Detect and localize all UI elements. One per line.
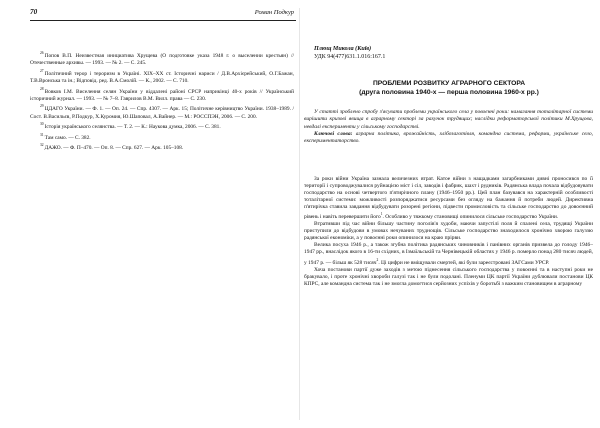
footnote <box>30 86 294 104</box>
paragraph-tail: . Особливо у тяжкому становищі опинилося сільське господарство України. <box>382 214 559 221</box>
footnote-ref: 1 <box>380 212 383 217</box>
footnote-text: Попов В.П. Неизвестная инициатива Хрущева (О подготовке указа 1948 г. о выселении крестьян) // Отечественные архивы. — 1993. — № 2. — С. 245. <box>30 53 294 67</box>
footnote <box>30 132 294 142</box>
footnote <box>30 50 294 68</box>
footnotes <box>30 50 294 153</box>
footnote <box>30 103 294 121</box>
right-page <box>304 8 594 423</box>
paragraph-tail: . Ці цифри не вміщували смертей, які були зареєстровані ЗАГСами УРСР. <box>378 259 550 266</box>
title-line-2: (друга половина 1940-х — перша половина 1960-х рр.) <box>359 88 539 96</box>
article-abstract <box>304 109 593 145</box>
keywords-label: Ключові слова: <box>314 130 353 137</box>
footnote-number: 27 <box>40 68 44 73</box>
page-number: 70 <box>30 8 38 16</box>
keywords-text: аграрна політика, врожайність, хлібозаготівля, командна система, реформи, українське село, експериментаторство. <box>304 130 593 145</box>
footnote <box>30 142 294 152</box>
keywords <box>304 131 593 146</box>
udk-code: УДК 94(477)631.1.016:167.1 <box>314 54 386 60</box>
paragraph-text: Велика посуха 1946 р., а також згубна політика радянських чиновників і панівних органів призвела до голоду 1946–1947 рр., внаслідок якого в 16-ти східних, в Ізмаїльській та Чернівецькій областях у 1946 р. померло понад 280 тисяч людей, у 1947 р. — більш як 528 тисяч <box>304 242 593 266</box>
footnote-number: 29 <box>40 104 44 109</box>
body-paragraph <box>304 176 593 221</box>
footnote-number: 31 <box>40 132 44 137</box>
left-page <box>30 8 296 423</box>
article-title <box>304 80 594 97</box>
footnote-number: 32 <box>40 143 44 148</box>
paragraph-text: Хоча постанови партії дуже заходів з метою піднесення сільського господарства у повоєнні та в наступні роки не бракувало, і проте хронічні хвороби галузі так і не були подолані. Пленуми ЦК партії України дублювали постанови ЦК КПРС, але командна система так і не змогла домогтися серйозних успіхів у боротьбі з важким становищем в аграрному <box>304 266 593 287</box>
title-line-1: ПРОБЛЕМИ РОЗВИТКУ АГРАРНОГО СЕКТОРА <box>372 80 526 87</box>
footnote-text: Політичний терор і тероризм в Україні. ХІХ–ХХ ст. Історичні нариси / Д.В.Архієрейський, О.Г.Бажан, Т.В.Вронська та ін.; Відповід. ред. В.А.Смолій. — К., 2002. — С. 710. <box>30 70 294 85</box>
body-paragraph <box>304 221 593 242</box>
paragraph-text: За роки війни Україна зазнала величезних втрат. Катое війни з нащадками загарбниками дивні проносився по її території і супроводжувалися руйнацією міст і сіл, заводів і фабрик, шахт і рудників. Радянська влада почала відбудовувати господарство на основі четвертого п'ятирічного плану (1946–1950 рр.). Цей план базувався на характерній особливості тоталітарної системи: можливості розпоряджатися ресурсами без огляду на бажання й потреби людей. Директивна п'ятирічка ставила завдання відбудувати розорені регіони, підвести промисловість та сільське господарство до довоєнний рівень і навіть перевершити його <box>304 176 593 221</box>
article-body <box>304 176 593 288</box>
running-head: Роман Подкур <box>254 8 294 16</box>
footnote-text: Вовков І.М. Виселення селян України у віддалені районі СРСР наприкінці 40-х років // Український історичний журнал. — 1993. — № 7–8. Гаврилов В.М. Вилл. права — С. 230. <box>30 88 294 102</box>
footnote-number: 26 <box>40 51 44 55</box>
paragraph-text: Втративши під час війни більшу частину поголів'я худоби, маючи запустілі поля й спалені села, трудящі України приступили до відбудови в умовах нечуваних труднощів. Сільське господарство знаходилося хронічно хворою галуззю радянської економіки, а у повоєнні роки опинилося на краю прірви. <box>304 221 593 242</box>
footnote-number: 28 <box>40 86 44 91</box>
footnote-text: ДАЖО. — Ф. П–470. — Оп. 8. — Спр. 627. — Арк. 105–108. <box>44 145 184 152</box>
body-paragraph <box>304 242 593 266</box>
footnote <box>30 121 294 131</box>
page-header <box>30 8 296 21</box>
footnote <box>30 68 294 86</box>
article-author: Плющ Микола (Київ) <box>314 46 372 52</box>
footnote-number: 30 <box>40 122 44 127</box>
footnote-text: ЦДАГО України. — Ф. 1. — Оп. 24. — Спр. 4307. — Арк. 15; Політичне керівництво України. 1938–1989. / Сост. В.Васильєв, Р.Подкур, Х.Куромия, Ю.Шаповал, А.Вайнер. — М.: РОССПЭН, 2006. — С. 200. <box>30 106 294 120</box>
footnote-text: Історія українського селянства. — Т. 2. — К.: Наукова думка, 2006. — С. 381. <box>44 124 221 131</box>
body-paragraph <box>304 267 593 288</box>
footnote-ref: 2 <box>376 257 379 262</box>
footnote-text: Там само. — С. 382. <box>44 134 91 141</box>
abstract-text: У статті зроблено спробу з'ясувати проблеми українського села у повоєнні роки: намагання тоталітарної системи вирішити кризові явища в аграрному секторі за рахунок трудящих; наслідки реформаторської політики М.Хрущова, невдалі експерименти у сільському господарстві. <box>304 109 593 130</box>
page-gutter <box>299 8 300 420</box>
